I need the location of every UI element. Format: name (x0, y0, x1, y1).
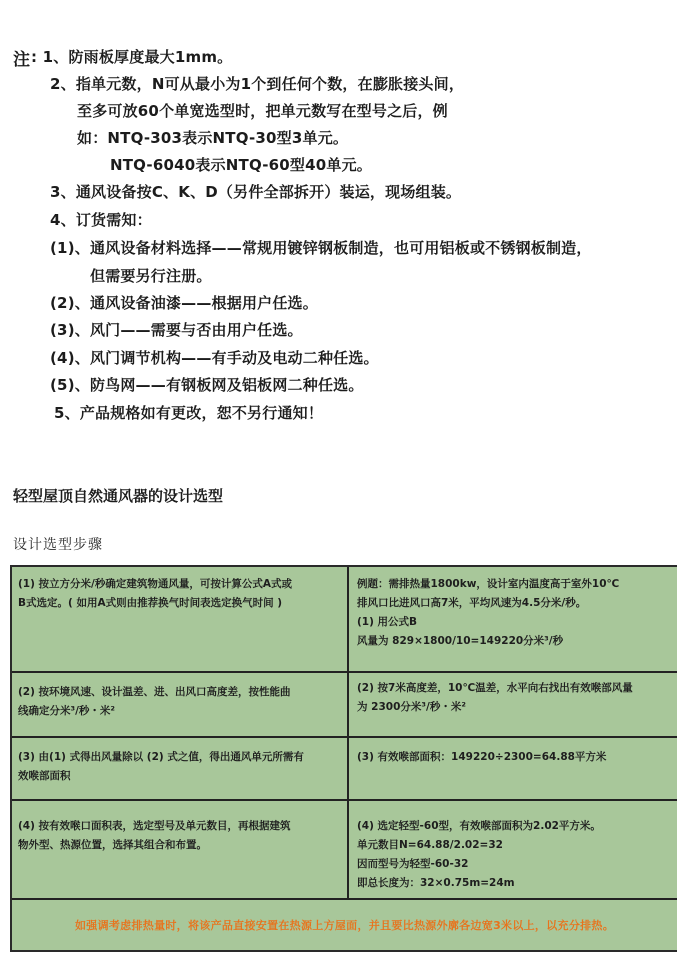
example-cell (349, 673, 677, 736)
note-line: 4、订货需知： (50, 211, 152, 229)
example-cell (349, 801, 677, 898)
cell-text: 排风口比进风口高7米，平均风速为4.5分米/秒。 (357, 597, 587, 609)
cell-text: (1) 用公式B (357, 616, 418, 628)
example-cell (349, 738, 677, 799)
step-cell (12, 801, 349, 898)
table-row (12, 567, 677, 673)
note-line: (5)、防鸟网——有钢板网及铝板网二种任选。 (50, 376, 364, 394)
note-line: 3、通风设备按C、K、D（另件全部拆开）装运，现场组装。 (50, 183, 462, 201)
cell-text: 即总长度为：32×0.75m=24m (357, 877, 515, 889)
note-line: (1)、通风设备材料选择——常规用镀锌钢板制造，也可用铝板或不锈钢板制造， (50, 239, 592, 257)
note-line: (4)、风门调节机构——有手动及电动二种任选。 (50, 349, 379, 367)
cell-text: 效喉部面积 (18, 770, 71, 782)
section-title: 轻型屋顶自然通风器的设计选型 (13, 487, 224, 505)
cell-text: 例题：需排热量1800kw，设计室内温度高于室外10℃ (357, 578, 620, 590)
note-line: 2、指单元数，N可从最小为1个到任何个数，在膨胀接头间， (50, 75, 465, 93)
cell-text: 物外型、热源位置，选择其组合和布置。 (18, 839, 207, 851)
cell-text: (3) 由(1) 式得出风量除以 (2) 式之值，得出通风单元所需有 (18, 751, 304, 763)
table-row (12, 801, 677, 900)
cell-text: (1) 按立方分米/秒确定建筑物通风量，可按计算公式A式或 (18, 578, 293, 590)
cell-text: 单元数目N=64.88/2.02=32 (357, 839, 503, 851)
note-line: 但需要另行注册。 (90, 267, 212, 285)
table-row (12, 673, 677, 738)
cell-text: 因而型号为轻型-60-32 (357, 858, 469, 870)
cell-text: (4) 按有效喉口面积表，选定型号及单元数目，再根据建筑 (18, 820, 291, 832)
cell-text: (2) 按环境风速、设计温差、进、出风口高度差，按性能曲 (18, 686, 291, 698)
note-line: (2)、通风设备油漆——根据用户任选。 (50, 294, 318, 312)
cell-text: 为 2300分米³/秒・米² (357, 701, 466, 713)
cell-text: (2) 按7米高度差，10℃温差，水平向右找出有效喉部风量 (357, 682, 633, 694)
example-cell (349, 567, 677, 671)
note-line: (3)、风门——需要与否由用户任选。 (50, 321, 303, 339)
note-line: 5、产品规格如有更改，恕不另行通知！ (54, 404, 324, 422)
table-row (12, 738, 677, 801)
step-cell (12, 567, 349, 671)
table-footer-note: 如强调考虑排热量时，将该产品直接安置在热源上方屋面，并且要比热源外廓各边宽3米以上，以充分排热。 (74, 919, 615, 932)
subsection-title: 设计选型步骤 (13, 537, 103, 553)
cell-text: (4) 选定轻型-60型，有效喉部面积为2.02平方米。 (357, 820, 601, 832)
note-line: 至多可放60个单宽选型时，把单元数写在型号之后，例 (77, 102, 448, 120)
note-line: 如：NTQ-303表示NTQ-30型3单元。 (77, 129, 349, 147)
notes-prefix: 注 (13, 50, 31, 70)
note-line: NTQ-6040表示NTQ-60型40单元。 (110, 156, 372, 174)
note-line: : 1、防雨板厚度最大1mm。 (31, 48, 233, 66)
step-cell (12, 673, 349, 736)
cell-text: (3) 有效喉部面积：149220÷2300=64.88平方米 (357, 751, 607, 763)
cell-text: B式选定。( 如用A式则由推荐换气时间表选定换气时间 ) (18, 597, 283, 609)
cell-text: 风量为 829×1800/10=149220分米³/秒 (357, 635, 564, 647)
cell-text: 线确定分米³/秒・米² (18, 705, 116, 717)
step-cell (12, 738, 349, 799)
design-steps-table (10, 565, 677, 952)
